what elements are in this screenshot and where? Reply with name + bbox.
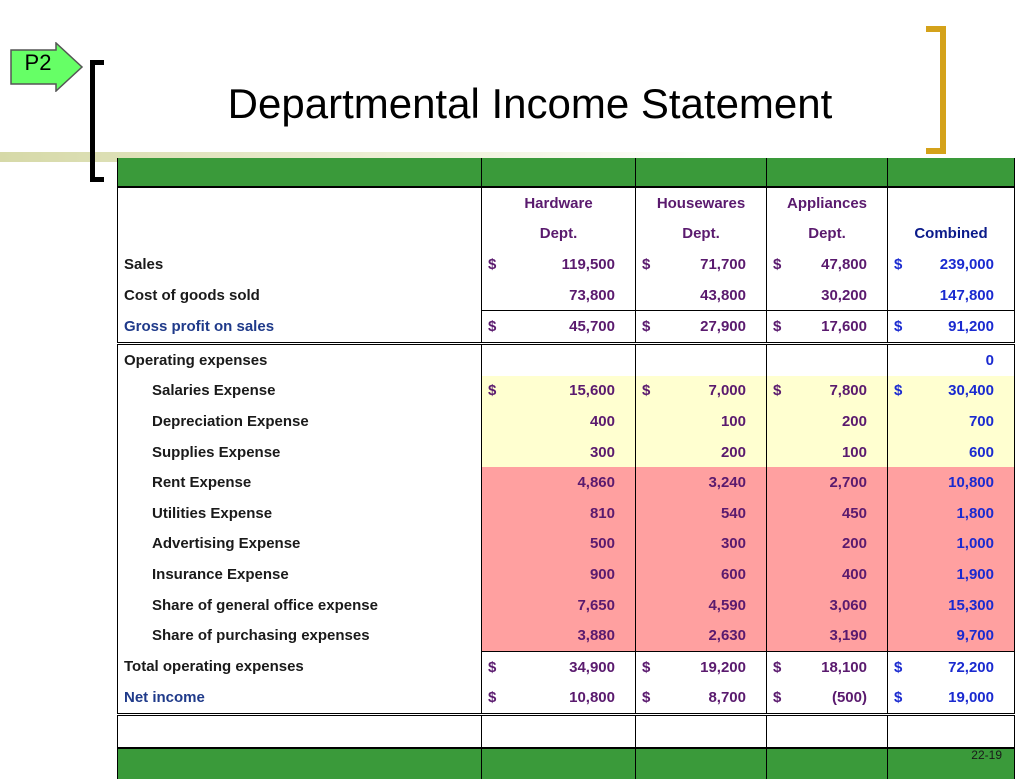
value-cell bbox=[767, 683, 888, 715]
value-cell bbox=[767, 620, 888, 651]
value-cell bbox=[636, 683, 767, 715]
row-label: Utilities Expense bbox=[118, 498, 482, 529]
amount: 810 bbox=[589, 504, 615, 522]
value-cell bbox=[888, 280, 1015, 311]
amount: 400 bbox=[841, 565, 867, 583]
row-label: Insurance Expense bbox=[118, 559, 482, 590]
amount: 2,630 bbox=[708, 627, 746, 645]
page-number: 22-19 bbox=[971, 748, 1002, 762]
table-row bbox=[118, 651, 1015, 682]
currency-symbol: $ bbox=[773, 382, 782, 400]
amount: 17,600 bbox=[821, 318, 867, 336]
value-cell bbox=[482, 529, 636, 560]
amount: 1,800 bbox=[956, 504, 994, 522]
amount: 30,400 bbox=[948, 382, 994, 400]
amount: 200 bbox=[841, 412, 867, 430]
amount: (500) bbox=[831, 689, 867, 707]
amount: 0 bbox=[985, 351, 994, 369]
value-cell bbox=[636, 529, 767, 560]
amount: 4,590 bbox=[708, 596, 746, 614]
currency-symbol: $ bbox=[642, 318, 651, 336]
table-row bbox=[118, 376, 1015, 407]
value-cell bbox=[482, 311, 636, 344]
table-row bbox=[118, 590, 1015, 621]
table-row bbox=[118, 280, 1015, 311]
currency-symbol: $ bbox=[488, 318, 497, 336]
value-cell bbox=[636, 249, 767, 280]
value-cell bbox=[482, 280, 636, 311]
value-cell bbox=[636, 651, 767, 682]
currency-symbol: $ bbox=[488, 382, 497, 400]
value-cell bbox=[482, 590, 636, 621]
table-row bbox=[118, 683, 1015, 715]
amount: 27,900 bbox=[700, 318, 746, 336]
amount: 10,800 bbox=[948, 474, 994, 492]
amount: 10,800 bbox=[569, 689, 615, 707]
currency-symbol: $ bbox=[642, 382, 651, 400]
amount: 15,600 bbox=[569, 382, 615, 400]
value-cell bbox=[767, 651, 888, 682]
value-cell bbox=[767, 437, 888, 468]
amount: 600 bbox=[968, 443, 994, 461]
amount: 4,860 bbox=[577, 474, 615, 492]
value-cell bbox=[888, 437, 1015, 468]
header-row-1 bbox=[118, 187, 1015, 219]
value-cell bbox=[636, 498, 767, 529]
currency-symbol: $ bbox=[773, 658, 782, 676]
value-cell bbox=[767, 343, 888, 375]
appliances-header: Appliances bbox=[767, 187, 888, 219]
value-cell bbox=[767, 249, 888, 280]
amount: 8,700 bbox=[708, 689, 746, 707]
value-cell bbox=[888, 249, 1015, 280]
amount: 45,700 bbox=[569, 318, 615, 336]
value-cell bbox=[482, 343, 636, 375]
amount: 300 bbox=[720, 535, 746, 553]
amount: 1,900 bbox=[956, 565, 994, 583]
value-cell bbox=[636, 343, 767, 375]
table-row bbox=[118, 311, 1015, 344]
value-cell bbox=[636, 280, 767, 311]
amount: 3,190 bbox=[829, 627, 867, 645]
amount: 2,700 bbox=[829, 474, 867, 492]
row-label: Cost of goods sold bbox=[118, 280, 482, 311]
value-cell bbox=[482, 651, 636, 682]
row-label: Net income bbox=[118, 683, 482, 715]
value-cell bbox=[767, 590, 888, 621]
row-label: Gross profit on sales bbox=[118, 311, 482, 344]
value-cell bbox=[482, 376, 636, 407]
currency-symbol: $ bbox=[642, 689, 651, 707]
amount: 200 bbox=[841, 535, 867, 553]
value-cell bbox=[888, 620, 1015, 651]
amount: 450 bbox=[841, 504, 867, 522]
value-cell bbox=[482, 437, 636, 468]
amount: 91,200 bbox=[948, 318, 994, 336]
value-cell bbox=[767, 311, 888, 344]
value-cell bbox=[636, 467, 767, 498]
amount: 100 bbox=[841, 443, 867, 461]
currency-symbol: $ bbox=[642, 658, 651, 676]
value-cell bbox=[767, 498, 888, 529]
amount: 9,700 bbox=[956, 627, 994, 645]
value-cell bbox=[482, 683, 636, 715]
housewares-header-dept: Dept. bbox=[636, 219, 767, 250]
table-row bbox=[118, 559, 1015, 590]
amount: 600 bbox=[720, 565, 746, 583]
amount: 47,800 bbox=[821, 255, 867, 273]
amount: 900 bbox=[589, 565, 615, 583]
currency-symbol: $ bbox=[894, 382, 903, 400]
currency-symbol: $ bbox=[488, 255, 497, 273]
row-label: Operating expenses bbox=[118, 343, 482, 375]
table-row bbox=[118, 437, 1015, 468]
value-cell bbox=[888, 529, 1015, 560]
table-row bbox=[118, 406, 1015, 437]
hardware-header-dept: Dept. bbox=[482, 219, 636, 250]
currency-symbol: $ bbox=[894, 658, 903, 676]
page-title: Departmental Income Statement bbox=[227, 80, 833, 127]
amount: 400 bbox=[589, 412, 615, 430]
currency-symbol: $ bbox=[642, 255, 651, 273]
amount: 43,800 bbox=[700, 286, 746, 304]
amount: 15,300 bbox=[948, 596, 994, 614]
currency-symbol: $ bbox=[773, 318, 782, 336]
value-cell bbox=[888, 498, 1015, 529]
amount: 19,000 bbox=[948, 689, 994, 707]
amount: 71,700 bbox=[700, 255, 746, 273]
value-cell bbox=[482, 559, 636, 590]
amount: 7,800 bbox=[829, 382, 867, 400]
spacer-row bbox=[118, 715, 1015, 748]
value-cell bbox=[888, 590, 1015, 621]
value-cell bbox=[482, 467, 636, 498]
currency-symbol: $ bbox=[488, 689, 497, 707]
value-cell bbox=[482, 406, 636, 437]
value-cell bbox=[636, 406, 767, 437]
table-footer-band bbox=[118, 748, 1015, 779]
amount: 540 bbox=[720, 504, 746, 522]
currency-symbol: $ bbox=[488, 658, 497, 676]
currency-symbol: $ bbox=[773, 255, 782, 273]
amount: 3,880 bbox=[577, 627, 615, 645]
amount: 30,200 bbox=[821, 286, 867, 304]
amount: 3,240 bbox=[708, 474, 746, 492]
currency-symbol: $ bbox=[894, 255, 903, 273]
value-cell bbox=[888, 311, 1015, 344]
amount: 1,000 bbox=[956, 535, 994, 553]
value-cell bbox=[888, 467, 1015, 498]
amount: 19,200 bbox=[700, 658, 746, 676]
currency-symbol: $ bbox=[894, 318, 903, 336]
value-cell bbox=[767, 529, 888, 560]
value-cell bbox=[636, 311, 767, 344]
value-cell bbox=[888, 683, 1015, 715]
value-cell bbox=[888, 406, 1015, 437]
value-cell bbox=[767, 280, 888, 311]
amount: 119,500 bbox=[561, 255, 615, 273]
value-cell bbox=[636, 559, 767, 590]
value-cell bbox=[767, 376, 888, 407]
row-label: Salaries Expense bbox=[118, 376, 482, 407]
row-label: Sales bbox=[118, 249, 482, 280]
table-row bbox=[118, 529, 1015, 560]
value-cell bbox=[636, 376, 767, 407]
row-label: Rent Expense bbox=[118, 467, 482, 498]
amount: 100 bbox=[720, 412, 746, 430]
table-row bbox=[118, 620, 1015, 651]
amount: 7,650 bbox=[577, 596, 615, 614]
value-cell bbox=[482, 498, 636, 529]
value-cell bbox=[767, 406, 888, 437]
amount: 34,900 bbox=[569, 658, 615, 676]
value-cell bbox=[888, 651, 1015, 682]
amount: 3,060 bbox=[829, 596, 867, 614]
row-label: Advertising Expense bbox=[118, 529, 482, 560]
hardware-header: Hardware bbox=[482, 187, 636, 219]
amount: 72,200 bbox=[948, 658, 994, 676]
header-row-2 bbox=[118, 219, 1015, 250]
amount: 147,800 bbox=[939, 286, 994, 304]
left-bracket-decoration bbox=[90, 60, 104, 182]
table-row bbox=[118, 343, 1015, 375]
row-label: Depreciation Expense bbox=[118, 406, 482, 437]
value-cell bbox=[888, 376, 1015, 407]
value-cell bbox=[888, 559, 1015, 590]
appliances-header-dept: Dept. bbox=[767, 219, 888, 250]
value-cell bbox=[636, 437, 767, 468]
amount: 300 bbox=[589, 443, 615, 461]
amount: 239,000 bbox=[939, 255, 994, 273]
row-label: Supplies Expense bbox=[118, 437, 482, 468]
row-label: Total operating expenses bbox=[118, 651, 482, 682]
currency-symbol: $ bbox=[894, 689, 903, 707]
table-row bbox=[118, 249, 1015, 280]
value-cell bbox=[636, 620, 767, 651]
housewares-header: Housewares bbox=[636, 187, 767, 219]
amount: 700 bbox=[968, 412, 994, 430]
amount: 200 bbox=[720, 443, 746, 461]
amount: 500 bbox=[589, 535, 615, 553]
value-cell bbox=[767, 467, 888, 498]
p2-label: P2 bbox=[24, 50, 52, 75]
value-cell bbox=[636, 590, 767, 621]
row-label: Share of general office expense bbox=[118, 590, 482, 621]
amount: 73,800 bbox=[569, 286, 615, 304]
table-row bbox=[118, 467, 1015, 498]
value-cell bbox=[482, 249, 636, 280]
amount: 7,000 bbox=[708, 382, 746, 400]
row-label: Share of purchasing expenses bbox=[118, 620, 482, 651]
amount: 18,100 bbox=[821, 658, 867, 676]
table-row bbox=[118, 498, 1015, 529]
combined-header: Combined bbox=[888, 219, 1015, 250]
value-cell bbox=[482, 620, 636, 651]
table-header-band bbox=[118, 158, 1015, 187]
value-cell bbox=[767, 559, 888, 590]
value-cell bbox=[888, 343, 1015, 375]
currency-symbol: $ bbox=[773, 689, 782, 707]
income-statement-table bbox=[117, 158, 1014, 779]
